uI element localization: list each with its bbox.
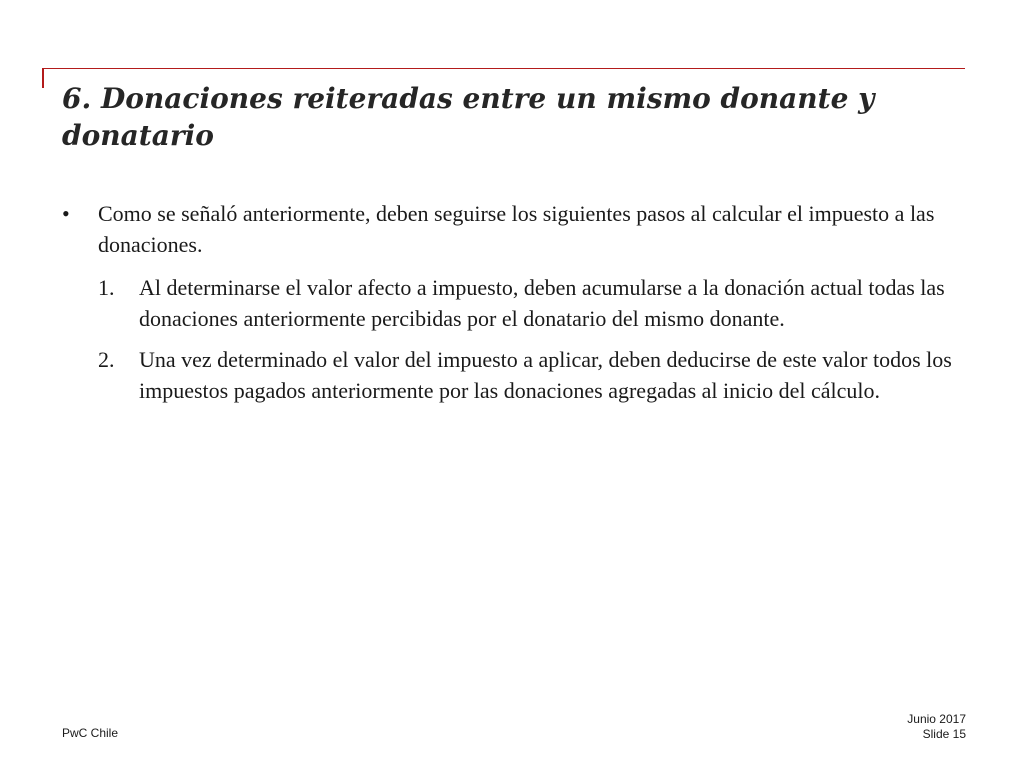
footer-company: PwC Chile <box>62 726 119 740</box>
step-number: 2. <box>98 347 115 372</box>
bullet-marker: • <box>62 201 70 226</box>
header-rule-tick <box>42 68 44 88</box>
bullet-item <box>62 198 982 260</box>
step-text: Al determinarse el valor afecto a impuesto, deben acumularse a la donación actual todas las donaciones anteriormente percibidas por el donatario del mismo donante. <box>139 275 945 331</box>
footer-slide-number: Slide 15 <box>922 727 966 741</box>
step-item <box>98 344 982 406</box>
step-text: Una vez determinado el valor del impuesto a aplicar, deben deducirse de este valor todos los impuestos pagados anteriormente por las donaciones agregadas al inicio del cálculo. <box>139 347 952 403</box>
step-number: 1. <box>98 275 115 300</box>
step-item <box>98 272 982 334</box>
steps-list <box>98 272 982 406</box>
bullet-text: Como se señaló anteriormente, deben seguirse los siguientes pasos al calcular el impuesto a las donaciones. <box>98 201 935 257</box>
header-rule <box>42 68 965 69</box>
footer-meta <box>907 712 966 742</box>
footer-date: Junio 2017 <box>907 712 966 726</box>
slide-content <box>62 198 982 416</box>
slide-title: 6. Donaciones reiteradas entre un mismo donante y donatario <box>62 82 875 152</box>
